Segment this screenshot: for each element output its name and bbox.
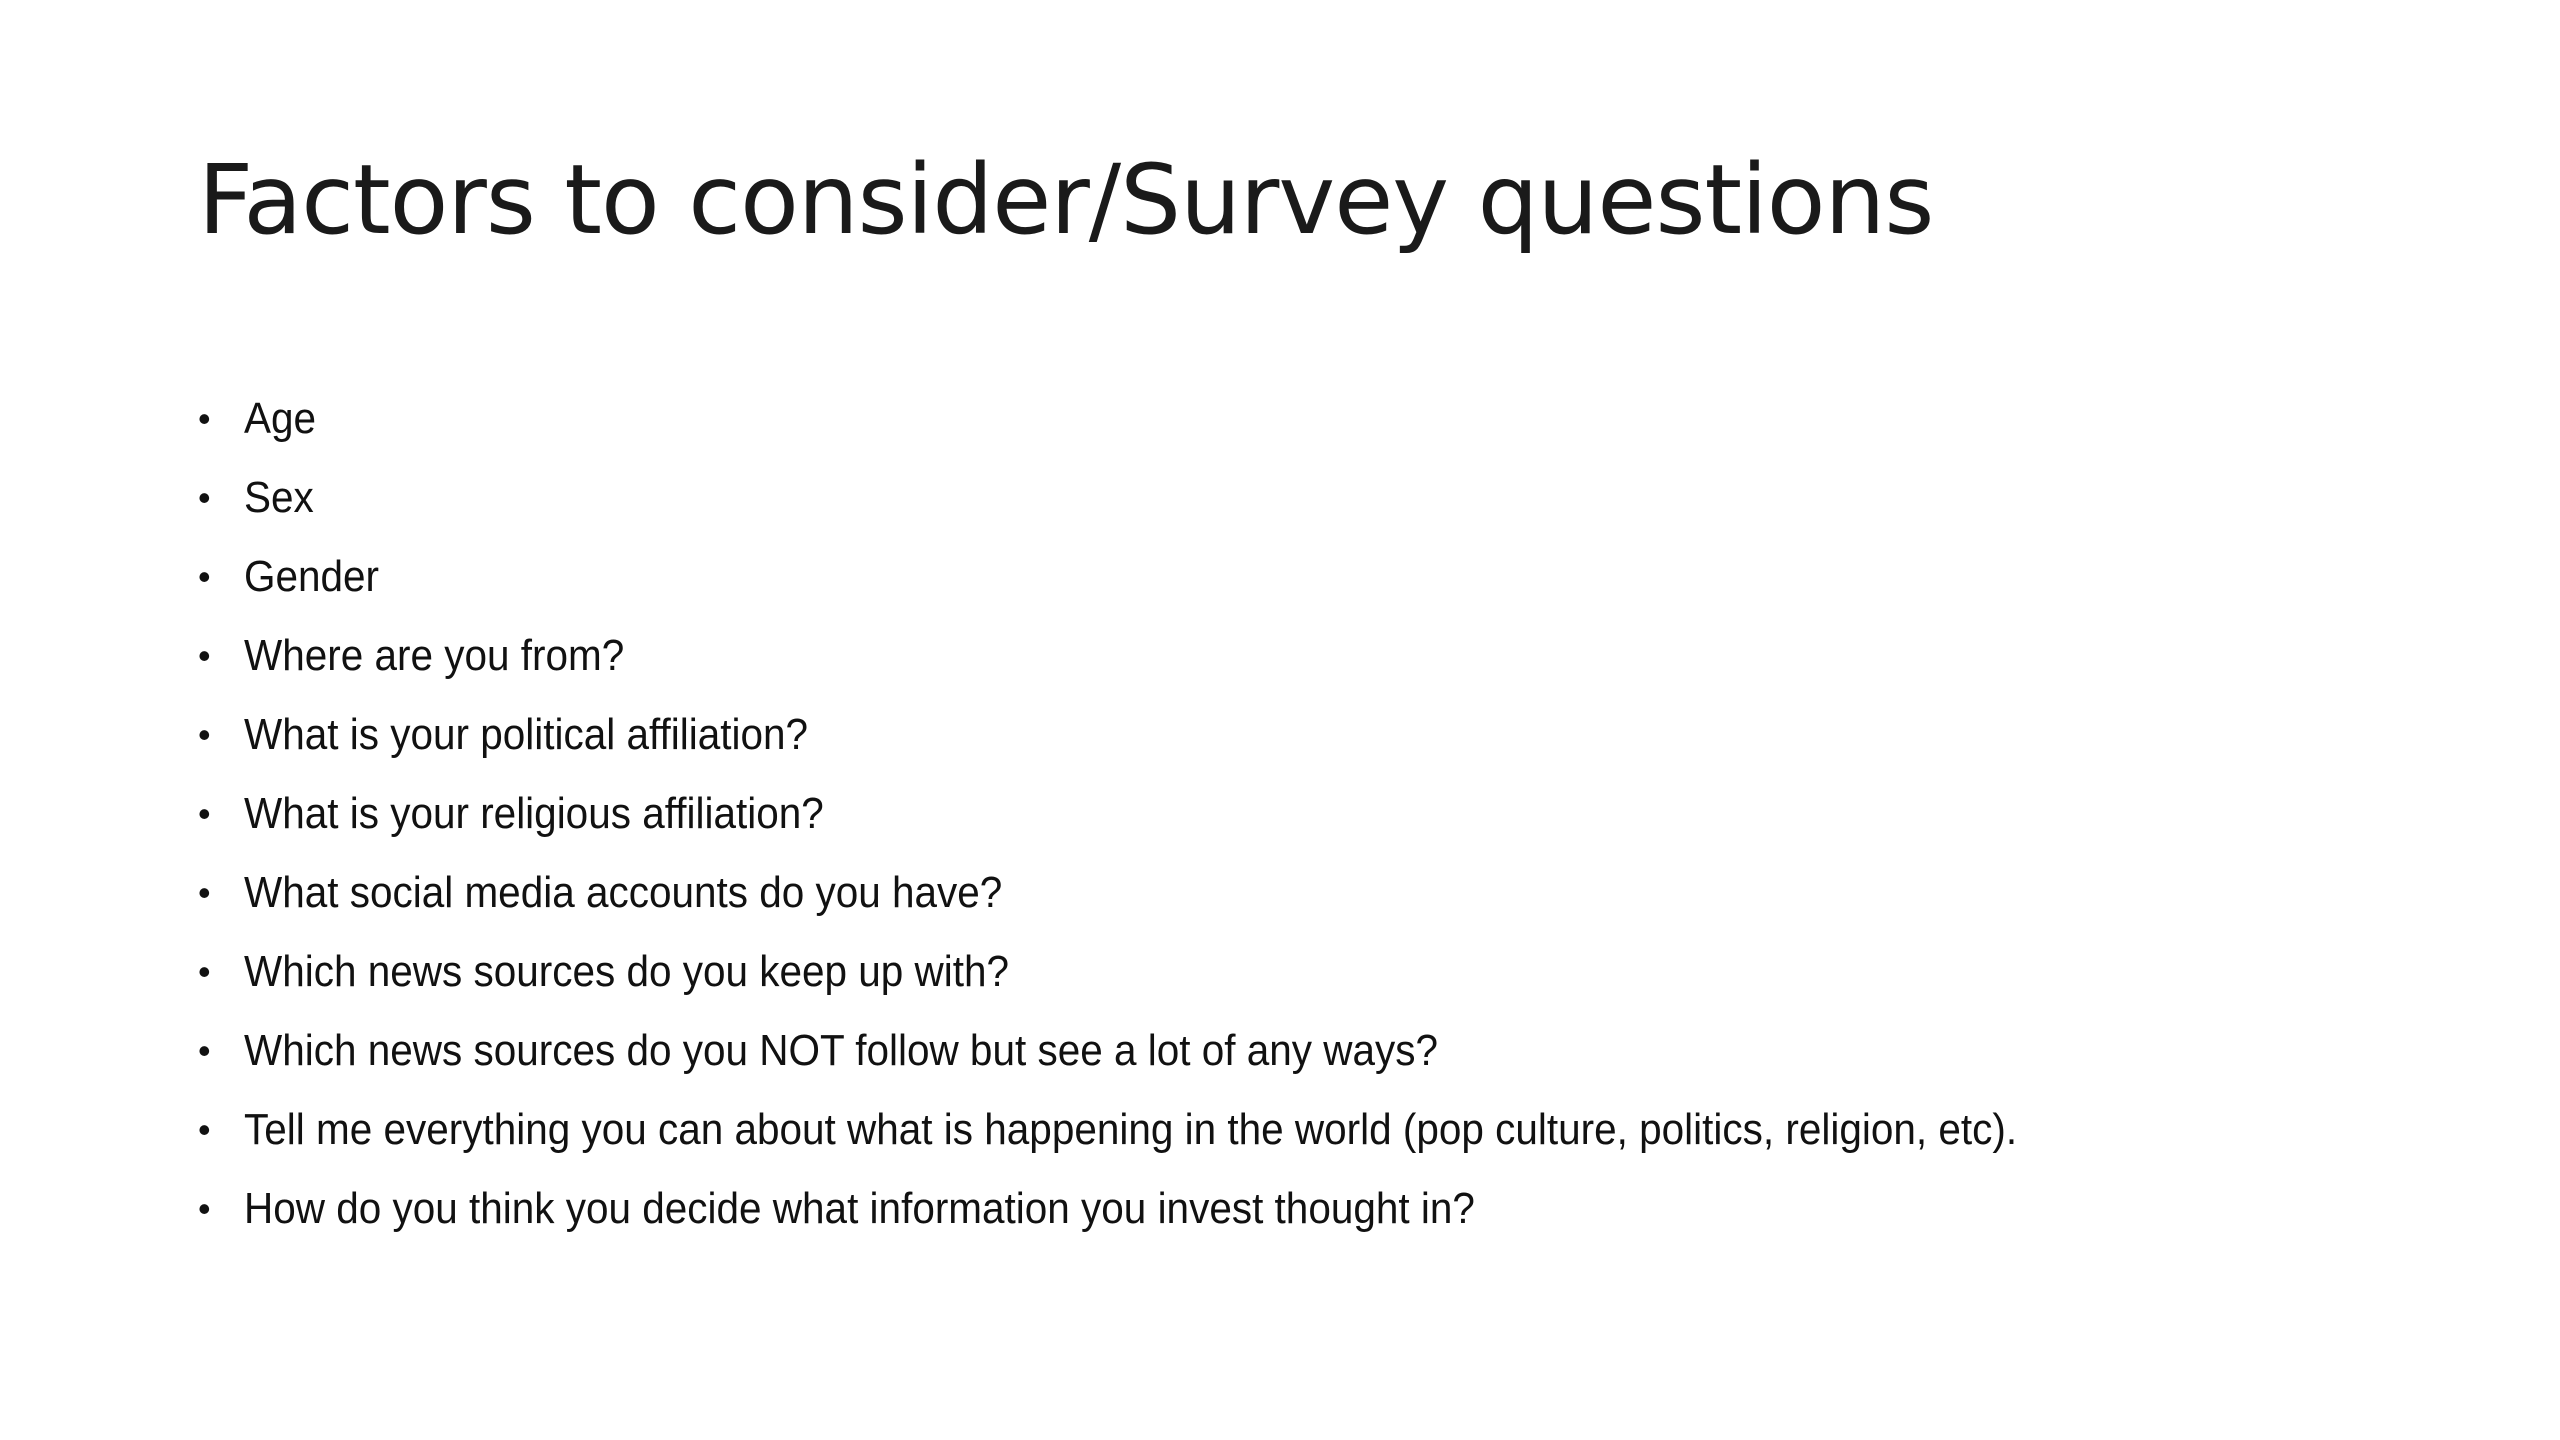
list-item	[198, 1182, 2171, 1261]
list-item-text: Gender	[244, 552, 380, 601]
list-item-text: Which news sources do you keep up with?	[244, 947, 1010, 996]
bullet-icon: •	[198, 477, 211, 518]
list-item	[198, 866, 2171, 945]
bullet-icon: •	[198, 1030, 211, 1071]
slide-title: Factors to consider/Survey questions	[198, 144, 1934, 256]
list-item	[198, 1103, 2171, 1182]
list-item	[198, 392, 2171, 471]
list-item	[198, 787, 2171, 866]
list-item-text: How do you think you decide what information you invest thought in?	[244, 1184, 1475, 1233]
bullet-icon: •	[198, 951, 211, 992]
list-item	[198, 708, 2171, 787]
list-item-text: What social media accounts do you have?	[244, 868, 1003, 917]
bullet-icon: •	[198, 793, 211, 834]
list-item	[198, 1024, 2171, 1103]
bullet-icon: •	[198, 714, 211, 755]
list-item-text: What is your religious affiliation?	[244, 789, 824, 838]
list-item	[198, 629, 2171, 708]
bullet-icon: •	[198, 872, 211, 913]
list-item-text: Age	[244, 394, 317, 443]
list-item-text: Sex	[244, 473, 314, 522]
list-item-text: Which news sources do you NOT follow but see a lot of any ways?	[244, 1026, 1438, 1075]
bullet-icon: •	[198, 1109, 211, 1150]
bullet-list	[198, 392, 2171, 1261]
list-item	[198, 945, 2171, 1024]
list-item	[198, 471, 2171, 550]
list-item-text: Tell me everything you can about what is happening in the world (pop culture, politics, religion, etc).	[244, 1105, 2018, 1154]
bullet-icon: •	[198, 1188, 211, 1229]
bullet-icon: •	[198, 635, 211, 676]
list-item-text: Where are you from?	[244, 631, 625, 680]
list-item	[198, 550, 2171, 629]
bullet-icon: •	[198, 556, 211, 597]
bullet-icon: •	[198, 398, 211, 439]
list-item-text: What is your political affiliation?	[244, 710, 809, 759]
